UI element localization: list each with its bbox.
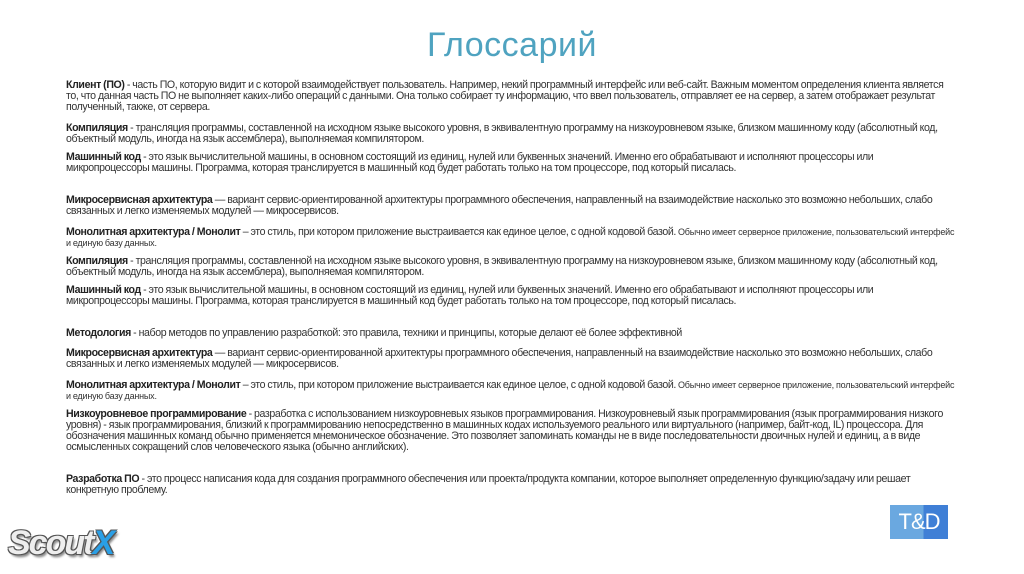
glossary-definition: это стиль, при котором приложение выстраивается как единое целое, с одной кодовой базой. [250,226,676,238]
glossary-definition: часть ПО, которую видит и с которой взаимодействует пользователь. Например, некий программный интерфейс или веб-сайт. Важным моментом определения клиента является то, что данная часть ПО не выполняет каких-либо операций с данными. Она только собирает ту информацию, что ввел пользователь, отправляет ее на сервер, а затем отображает результат полученный, также, от сервера. [66,79,944,113]
glossary-term: Машинный код [66,151,141,163]
separator: – [240,226,251,238]
glossary-term: Клиент (ПО) [66,79,125,91]
glossary-entry [66,80,958,113]
glossary-term: Микросервисная архитектура [66,194,213,206]
glossary-definition: это язык вычислительной машины, в основном состоящий из единиц, нулей или буквенных значений. Именно его обрабатывают и исполняют процессоры или микропроцессоры машины. Программа, которая транслируется в машинный код будет работать только на том процессоре, под который писалась. [66,151,874,174]
glossary-note: Обычно имеет серверное приложение, пользовательский интерфейс и единую базу данных. [66,227,955,248]
glossary-term: Низкоуровневое программирование [66,408,247,420]
glossary-term: Монолитная архитектура / Монолит [66,379,241,391]
glossary-entry [66,474,958,496]
separator: — [212,347,228,359]
glossary-entry [66,152,958,174]
glossary-definition: это язык вычислительной машины, в основном состоящий из единиц, нулей или буквенных значений. Именно его обрабатывают и исполняют процессоры или микропроцессоры машины. Программа, которая транслируется в машинный код будет работать только на том процессоре, под который писалась. [66,284,874,307]
glossary-entry [66,123,958,145]
separator: - [124,79,133,91]
glossary-entry [66,285,958,307]
glossary-entry [66,380,958,402]
glossary-term: Разработка ПО [66,473,140,485]
glossary-definition: вариант сервис-ориентированной архитектуры программного обеспечения, направленный на взаимодействие насколько это возможно небольших, слабо связанных и легко изменяемых модулей — микросервисов. [66,194,933,217]
glossary-entry [66,256,958,278]
td-logo: T&D [890,505,948,539]
separator: - [130,327,139,339]
glossary-term: Монолитная архитектура / Монолит [66,226,241,238]
glossary-entry [66,348,958,370]
glossary-entry [66,227,958,249]
separator: - [127,255,136,267]
page-title: Глоссарий [427,26,597,64]
glossary-definition: это стиль, при котором приложение выстраивается как единое целое, с одной кодовой базой. [250,379,676,391]
glossary-definition: трансляция программы, составленной на исходном языке высокого уровня, в эквивалентную программу на низкоуровневом языке, близком машинному коду (абсолютный код, объектный модуль, иногда на язык ассемблера), выполняемая компилятором. [66,255,938,278]
glossary-note: Обычно имеет серверное приложение, пользовательский интерфейс и единую базу данных. [66,380,955,401]
glossary-entry [66,195,958,217]
glossary-definition: это процесс написания кода для создания программного обеспечения или проекта/продукта компании, которое выполняет определенную функцию/задачу или решает конкретную проблему. [66,473,911,496]
scoutx-logo: ScoutX [8,524,114,562]
glossary-definition: трансляция программы, составленной на исходном языке высокого уровня, в эквивалентную программу на низкоуровневом языке, близком машинному коду (абсолютный код, объектный модуль, иногда на язык ассемблера), выполняемая компилятором. [66,122,938,145]
glossary-definition: разработка с использованием низкоуровневых языков программирования. Низкоуровневый язык программирования (язык программирования низкого уровня) - язык программирования, близкий к программированию непосредственно в машинных кодах используемого реального или виртуального (например, байт-код, IL) процессора. Для обозначения машинных команд обычно применяется мнемоническое обозначение. Это позволяет запоминать команды не в виде последовательности двоичных нулей и единиц, а в виде осмысленных сокращений слов человеческого языка (обычно английских). [66,408,943,453]
glossary-term: Методология [66,327,131,339]
separator: — [212,194,228,206]
glossary-definition: вариант сервис-ориентированной архитектуры программного обеспечения, направленный на взаимодействие насколько это возможно небольших, слабо связанных и легко изменяемых модулей — микросервисов. [66,347,933,370]
glossary-definition: набор методов по управлению разработкой: это правила, техники и принципы, которые делают её более эффективной [138,327,682,339]
glossary-term: Компиляция [66,255,128,267]
glossary-entry [66,328,958,339]
separator: - [246,408,255,420]
separator: - [139,473,147,485]
separator: - [127,122,136,134]
separator: – [240,379,251,391]
glossary-term: Машинный код [66,284,141,296]
glossary-term: Микросервисная архитектура [66,347,213,359]
separator: - [140,284,149,296]
separator: - [140,151,149,163]
glossary-entry [66,409,958,453]
glossary-term: Компиляция [66,122,128,134]
